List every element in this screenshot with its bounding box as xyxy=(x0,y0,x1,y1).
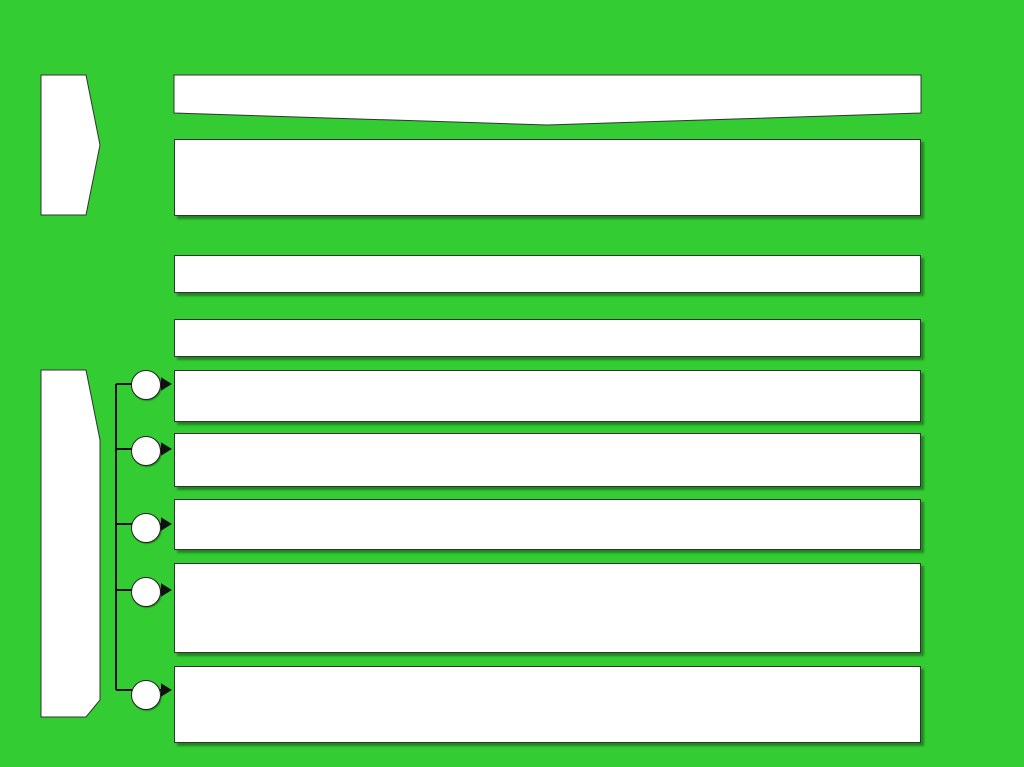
feature-number-4 xyxy=(131,577,161,607)
feature-box-1 xyxy=(174,370,921,422)
feature-box-3 xyxy=(174,499,921,550)
psychic-heading xyxy=(174,255,921,293)
feature-number-3 xyxy=(131,513,161,543)
definition-arrow-shape xyxy=(41,75,100,215)
feature-number-2 xyxy=(131,436,161,466)
feature-box-2 xyxy=(174,433,921,487)
reflection-definition xyxy=(174,139,921,216)
specifics-label-shape xyxy=(41,370,100,717)
feature-number-1 xyxy=(131,370,161,400)
feature-box-5 xyxy=(174,666,921,743)
feature-box-4 xyxy=(174,563,921,653)
psychic-definition xyxy=(174,319,921,357)
feature-number-5 xyxy=(131,680,161,710)
reflection-heading xyxy=(174,75,921,113)
